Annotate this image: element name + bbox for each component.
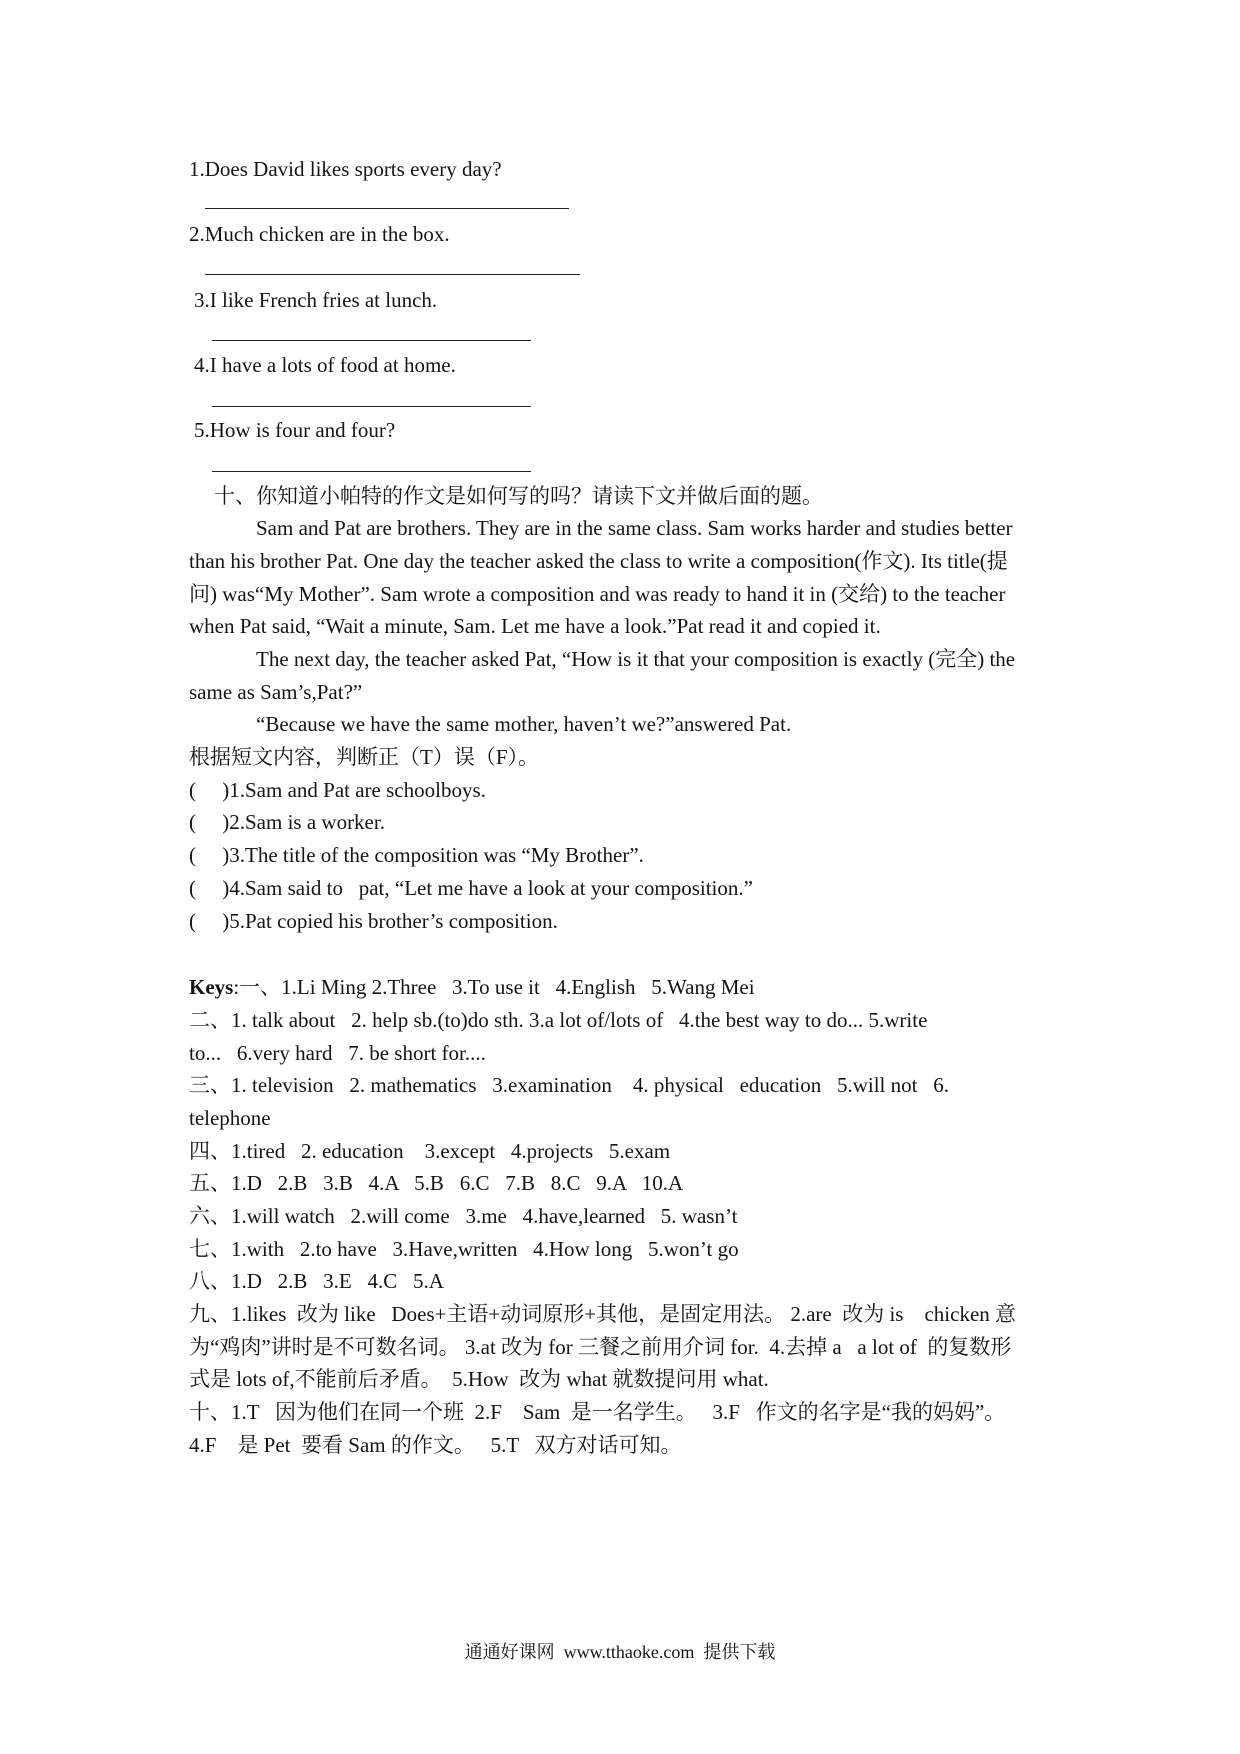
question-line: 3.I like French fries at lunch. <box>194 287 438 312</box>
question-line: 5.How is four and four? <box>194 418 396 443</box>
passage-line: when Pat said, “Wait a minute, Sam. Let me have a look.”Pat read it and copied it. <box>189 614 881 639</box>
answer-key-line: 为“鸡肉”讲时是不可数名词。 3.at 改为 for 三餐之前用介词 for. 4.去掉 a a lot of 的复数形 <box>189 1334 1012 1359</box>
passage-line: The next day, the teacher asked Pat, “How is it that your composition is exactly (完全) the <box>256 647 1016 672</box>
true-false-item: ( )5.Pat copied his brother’s composition. <box>189 908 558 933</box>
true-false-item: ( )2.Sam is a worker. <box>189 810 385 835</box>
passage-line: 问) was“My Mother”. Sam wrote a composition and was ready to hand it in (交给) to the teacher <box>189 581 1006 606</box>
answer-blank-line <box>205 274 580 275</box>
true-false-item: ( )3.The title of the composition was “My Brother”. <box>189 843 644 868</box>
answer-keys <box>189 971 1016 1461</box>
answer-key-line: 九、1.likes 改为 like Does+主语+动词原形+其他，是固定用法。 2.are 改为 is chicken 意 <box>189 1302 1017 1327</box>
keys-label: Keys <box>189 975 234 1000</box>
question-line: 2.Much chicken are in the box. <box>189 222 450 247</box>
answer-key-text: :一、1.Li Ming 2.Three 3.To use it 4.English 5.Wang Mei <box>233 975 755 1000</box>
answer-key-line: 十、1.T 因为他们在同一个班 2.F Sam 是一名学生。 3.F 作文的名字是“我的妈妈”。 <box>189 1400 1006 1425</box>
answer-key-line: 八、1.D 2.B 3.E 4.C 5.A <box>189 1269 444 1294</box>
answer-key-line: 七、1.with 2.to have 3.Have,written 4.How long 5.won’t go <box>189 1236 739 1261</box>
answer-key-line: 三、1. television 2. mathematics 3.examination 4. physical education 5.will not 6. <box>189 1073 949 1098</box>
answer-blank-line <box>205 208 569 209</box>
answer-key-line: 六、1.will watch 2.will come 3.me 4.have,learned 5. wasn’t <box>189 1204 738 1228</box>
passage-line: “Because we have the same mother, haven’t we?”answered Pat. <box>256 712 792 737</box>
true-false-item: ( )1.Sam and Pat are schoolboys. <box>189 777 486 802</box>
true-false-item: ( )4.Sam said to pat, “Let me have a look at your composition.” <box>189 875 753 900</box>
answer-key-line: 二、1. talk about 2. help sb.(to)do sth. 3.a lot of/lots of 4.the best way to do... 5.write <box>189 1007 928 1032</box>
question-line: 4.I have a lots of food at home. <box>194 352 456 377</box>
instruction-line: 根据短文内容，判断正（T）误（F）。 <box>189 745 540 770</box>
answer-key-line: 式是 lots of,不能前后矛盾。 5.How 改为 what 就数提问用 what. <box>189 1367 769 1392</box>
section-ten <box>189 480 1015 938</box>
passage-line: same as Sam’s,Pat?” <box>189 679 363 704</box>
passage-line: than his brother Pat. One day the teacher asked the class to write a composition(作文). Its title(提 <box>189 548 1008 573</box>
passage-line: Sam and Pat are brothers. They are in the same class. Sam works harder and studies better <box>256 516 1013 541</box>
answer-key-line: telephone <box>189 1105 271 1130</box>
answer-key-line: 4.F 是 Pet 要看 Sam 的作文。 5.T 双方对话可知。 <box>189 1432 682 1457</box>
answer-key-line: 五、1.D 2.B 3.B 4.A 5.B 6.C 7.B 8.C 9.A 10.A <box>189 1171 684 1196</box>
question-line: 1.Does David likes sports every day? <box>189 156 502 181</box>
section-heading: 十、你知道小帕特的作文是如何写的吗？请读下文并做后面的题。 <box>214 483 823 508</box>
answer-key-line: to... 6.very hard 7. be short for.... <box>189 1040 486 1065</box>
page-footer: 通通好课网 www.tthaoke.com 提供下载 <box>464 1642 776 1662</box>
answer-key-line: 四、1.tired 2. education 3.except 4.projects 5.exam <box>189 1138 671 1163</box>
answer-blank-line <box>212 406 531 407</box>
answer-key-line <box>189 971 1016 1004</box>
answer-blank-line <box>212 340 531 341</box>
answer-blank-line <box>212 471 531 472</box>
